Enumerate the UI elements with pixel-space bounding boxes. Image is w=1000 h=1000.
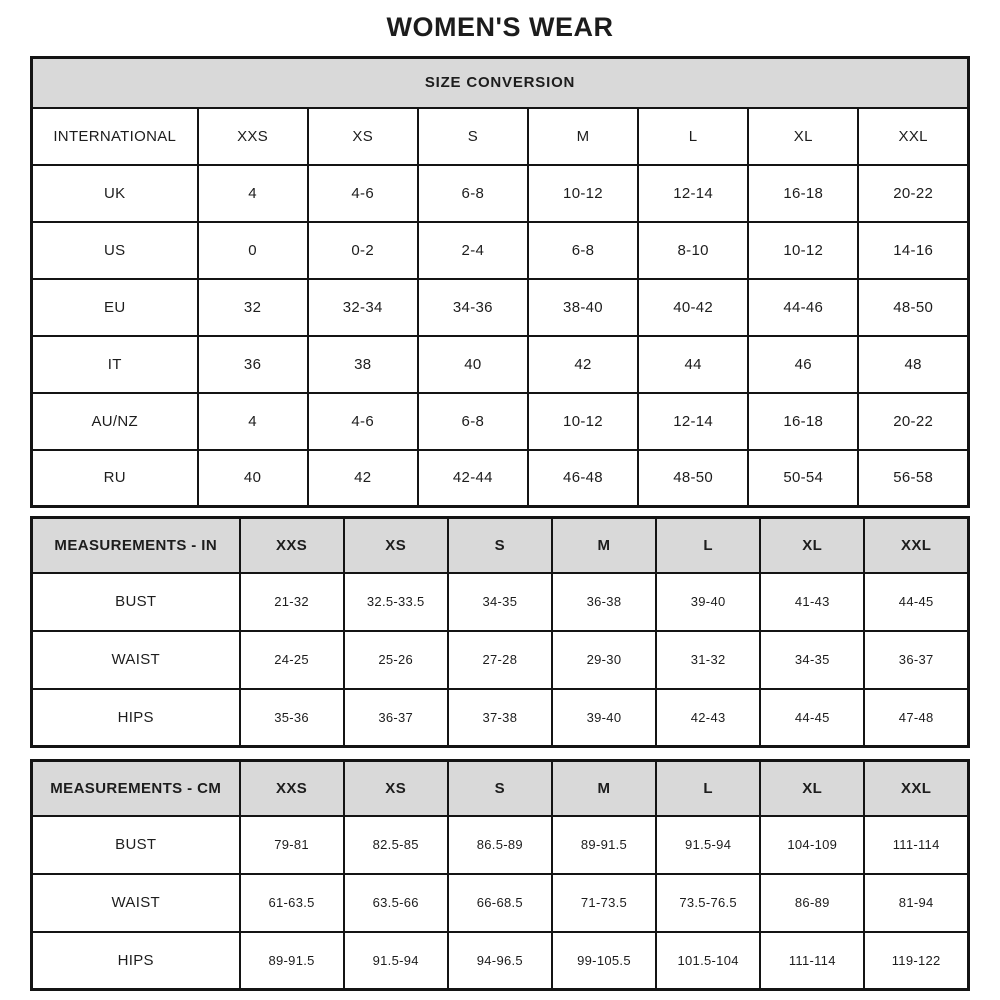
table-row-it bbox=[32, 336, 969, 393]
row-label: IT bbox=[32, 336, 198, 393]
cell: 44 bbox=[638, 336, 748, 393]
cell: 37-38 bbox=[448, 689, 552, 747]
table-row-waist-in bbox=[32, 631, 969, 689]
column-header-international: INTERNATIONAL bbox=[32, 108, 198, 165]
column-header-xs: XS bbox=[344, 761, 448, 816]
cell: 34-36 bbox=[418, 279, 528, 336]
column-header-xxs: XXS bbox=[198, 108, 308, 165]
cell: 35-36 bbox=[240, 689, 344, 747]
column-header-xl: XL bbox=[760, 518, 864, 573]
cell: 39-40 bbox=[656, 573, 760, 631]
size-conversion-table bbox=[30, 56, 970, 508]
row-label: BUST bbox=[32, 816, 240, 874]
cell: 89-91.5 bbox=[552, 816, 656, 874]
cell: 42-43 bbox=[656, 689, 760, 747]
cell: 8-10 bbox=[638, 222, 748, 279]
cell: 50-54 bbox=[748, 450, 858, 507]
cell: 46 bbox=[748, 336, 858, 393]
cell: 32 bbox=[198, 279, 308, 336]
cell: 42-44 bbox=[418, 450, 528, 507]
cell: 111-114 bbox=[760, 932, 864, 990]
cell: 38-40 bbox=[528, 279, 638, 336]
column-header-l: L bbox=[656, 761, 760, 816]
table-row-bust-cm bbox=[32, 816, 969, 874]
table-row-bust-in bbox=[32, 573, 969, 631]
cell: 44-46 bbox=[748, 279, 858, 336]
column-header-row bbox=[32, 108, 969, 165]
column-header-measurements-in: MEASUREMENTS - IN bbox=[32, 518, 240, 573]
cell: 6-8 bbox=[528, 222, 638, 279]
cell: 48 bbox=[858, 336, 968, 393]
cell: 4-6 bbox=[308, 393, 418, 450]
cell: 27-28 bbox=[448, 631, 552, 689]
cell: 56-58 bbox=[858, 450, 968, 507]
cell: 10-12 bbox=[528, 393, 638, 450]
cell: 12-14 bbox=[638, 393, 748, 450]
measurements-in-table bbox=[30, 516, 970, 748]
row-label: AU/NZ bbox=[32, 393, 198, 450]
cell: 16-18 bbox=[748, 393, 858, 450]
column-header-xs: XS bbox=[308, 108, 418, 165]
cell: 42 bbox=[308, 450, 418, 507]
table-row-aunz bbox=[32, 393, 969, 450]
cell: 82.5-85 bbox=[344, 816, 448, 874]
cell: 38 bbox=[308, 336, 418, 393]
cell: 66-68.5 bbox=[448, 874, 552, 932]
row-label: UK bbox=[32, 165, 198, 222]
table-row-ru bbox=[32, 450, 969, 507]
cell: 104-109 bbox=[760, 816, 864, 874]
cell: 86-89 bbox=[760, 874, 864, 932]
cell: 36-37 bbox=[344, 689, 448, 747]
cell: 63.5-66 bbox=[344, 874, 448, 932]
cell: 71-73.5 bbox=[552, 874, 656, 932]
size-conversion-banner: SIZE CONVERSION bbox=[32, 58, 969, 108]
cell: 40 bbox=[418, 336, 528, 393]
cell: 47-48 bbox=[864, 689, 968, 747]
cell: 29-30 bbox=[552, 631, 656, 689]
cell: 6-8 bbox=[418, 393, 528, 450]
row-label: HIPS bbox=[32, 689, 240, 747]
cell: 42 bbox=[528, 336, 638, 393]
column-header-row bbox=[32, 761, 969, 816]
cell: 2-4 bbox=[418, 222, 528, 279]
column-header-m: M bbox=[528, 108, 638, 165]
cell: 25-26 bbox=[344, 631, 448, 689]
cell: 99-105.5 bbox=[552, 932, 656, 990]
cell: 14-16 bbox=[858, 222, 968, 279]
cell: 36 bbox=[198, 336, 308, 393]
cell: 79-81 bbox=[240, 816, 344, 874]
page-title: WOMEN'S WEAR bbox=[386, 12, 614, 42]
column-header-measurements-cm: MEASUREMENTS - CM bbox=[32, 761, 240, 816]
cell: 39-40 bbox=[552, 689, 656, 747]
row-label: WAIST bbox=[32, 874, 240, 932]
cell: 61-63.5 bbox=[240, 874, 344, 932]
column-header-xs: XS bbox=[344, 518, 448, 573]
column-header-l: L bbox=[656, 518, 760, 573]
column-header-xxs: XXS bbox=[240, 761, 344, 816]
cell: 24-25 bbox=[240, 631, 344, 689]
cell: 20-22 bbox=[858, 165, 968, 222]
cell: 21-32 bbox=[240, 573, 344, 631]
table-row-us bbox=[32, 222, 969, 279]
column-header-xl: XL bbox=[760, 761, 864, 816]
row-label: EU bbox=[32, 279, 198, 336]
cell: 41-43 bbox=[760, 573, 864, 631]
cell: 16-18 bbox=[748, 165, 858, 222]
table-row-uk bbox=[32, 165, 969, 222]
cell: 40 bbox=[198, 450, 308, 507]
cell: 48-50 bbox=[638, 450, 748, 507]
cell: 46-48 bbox=[528, 450, 638, 507]
cell: 20-22 bbox=[858, 393, 968, 450]
cell: 0-2 bbox=[308, 222, 418, 279]
column-header-row bbox=[32, 518, 969, 573]
cell: 73.5-76.5 bbox=[656, 874, 760, 932]
cell: 0 bbox=[198, 222, 308, 279]
cell: 32.5-33.5 bbox=[344, 573, 448, 631]
cell: 101.5-104 bbox=[656, 932, 760, 990]
column-header-l: L bbox=[638, 108, 748, 165]
cell: 81-94 bbox=[864, 874, 968, 932]
row-label: RU bbox=[32, 450, 198, 507]
cell: 12-14 bbox=[638, 165, 748, 222]
cell: 111-114 bbox=[864, 816, 968, 874]
column-header-m: M bbox=[552, 518, 656, 573]
cell: 91.5-94 bbox=[344, 932, 448, 990]
cell: 4 bbox=[198, 165, 308, 222]
cell: 89-91.5 bbox=[240, 932, 344, 990]
table-row-hips-in bbox=[32, 689, 969, 747]
column-header-s: S bbox=[418, 108, 528, 165]
cell: 44-45 bbox=[864, 573, 968, 631]
column-header-s: S bbox=[448, 761, 552, 816]
cell: 86.5-89 bbox=[448, 816, 552, 874]
cell: 91.5-94 bbox=[656, 816, 760, 874]
column-header-xl: XL bbox=[748, 108, 858, 165]
table-row-hips-cm bbox=[32, 932, 969, 990]
column-header-xxl: XXL bbox=[864, 761, 968, 816]
column-header-s: S bbox=[448, 518, 552, 573]
cell: 10-12 bbox=[748, 222, 858, 279]
cell: 44-45 bbox=[760, 689, 864, 747]
column-header-xxl: XXL bbox=[858, 108, 968, 165]
cell: 40-42 bbox=[638, 279, 748, 336]
cell: 6-8 bbox=[418, 165, 528, 222]
cell: 4-6 bbox=[308, 165, 418, 222]
row-label: HIPS bbox=[32, 932, 240, 990]
row-label: US bbox=[32, 222, 198, 279]
cell: 31-32 bbox=[656, 631, 760, 689]
cell: 36-38 bbox=[552, 573, 656, 631]
cell: 34-35 bbox=[760, 631, 864, 689]
row-label: BUST bbox=[32, 573, 240, 631]
cell: 48-50 bbox=[858, 279, 968, 336]
column-header-xxs: XXS bbox=[240, 518, 344, 573]
cell: 34-35 bbox=[448, 573, 552, 631]
cell: 10-12 bbox=[528, 165, 638, 222]
cell: 32-34 bbox=[308, 279, 418, 336]
row-label: WAIST bbox=[32, 631, 240, 689]
table-banner-row bbox=[32, 58, 969, 108]
measurements-cm-table bbox=[30, 759, 970, 991]
cell: 4 bbox=[198, 393, 308, 450]
cell: 94-96.5 bbox=[448, 932, 552, 990]
table-row-waist-cm bbox=[32, 874, 969, 932]
column-header-m: M bbox=[552, 761, 656, 816]
cell: 119-122 bbox=[864, 932, 968, 990]
column-header-xxl: XXL bbox=[864, 518, 968, 573]
cell: 36-37 bbox=[864, 631, 968, 689]
table-row-eu bbox=[32, 279, 969, 336]
